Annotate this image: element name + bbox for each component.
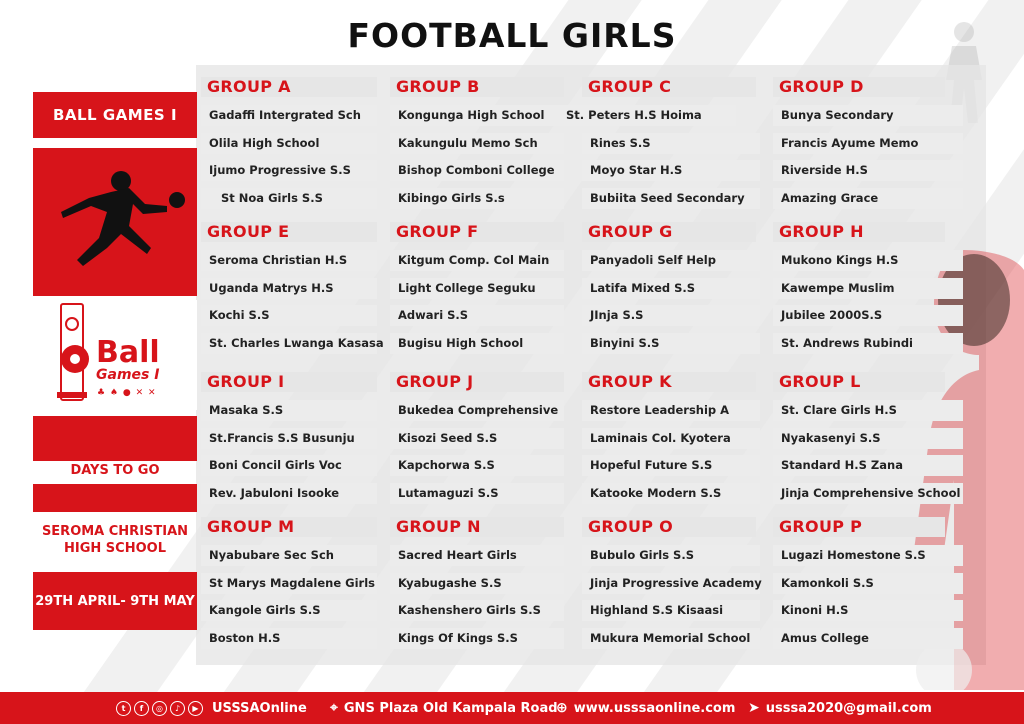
team-entry: St. Peters H.S Hoima xyxy=(558,105,736,126)
event-dates: 29TH APRIL- 9TH MAY xyxy=(33,572,197,630)
team-entry: Kangole Girls S.S xyxy=(201,600,377,621)
team-entry: Kisozi Seed S.S xyxy=(390,428,564,449)
logo-games-text: Games I xyxy=(96,367,160,383)
team-entry: Francis Ayume Memo xyxy=(773,133,963,154)
facebook-icon[interactable]: f xyxy=(134,701,149,716)
team-entry: Mukura Memorial School xyxy=(582,628,760,649)
days-counter-bar xyxy=(33,484,197,512)
footballer-icon-box xyxy=(33,148,197,296)
team-entry: Ijumo Progressive S.S xyxy=(201,160,377,181)
team-entry: Highland S.S Kisaasi xyxy=(582,600,760,621)
group-header: GROUP A xyxy=(201,77,377,97)
team-entry: Boni Concil Girls Voc xyxy=(201,455,377,476)
host-school-line2: HIGH SCHOOL xyxy=(64,541,166,556)
tiktok-icon[interactable]: ♪ xyxy=(170,701,185,716)
team-entry: Bunya Secondary xyxy=(773,105,963,126)
group-header: GROUP D xyxy=(773,77,945,97)
team-entry: St. Clare Girls H.S xyxy=(773,400,963,421)
team-entry: St Marys Magdalene Girls xyxy=(201,573,377,594)
group-header: GROUP K xyxy=(582,372,756,392)
host-school xyxy=(33,523,197,557)
group-header: GROUP L xyxy=(773,372,945,392)
team-entry: Nyakasenyi S.S xyxy=(773,428,963,449)
days-to-go-label: DAYS TO GO xyxy=(70,463,160,478)
team-entry: Masaka S.S xyxy=(201,400,377,421)
team-entry: Moyo Star H.S xyxy=(582,160,760,181)
page-title: FOOTBALL GIRLS xyxy=(347,16,677,55)
team-entry: Kinoni H.S xyxy=(773,600,963,621)
email-link[interactable]: usssa2020@gmail.com xyxy=(765,700,932,716)
team-entry: Kashenshero Girls S.S xyxy=(390,600,564,621)
team-entry: Kamonkoli S.S xyxy=(773,573,963,594)
send-icon: ➤ xyxy=(748,700,760,716)
team-entry: Lutamaguzi S.S xyxy=(390,483,564,504)
email-item[interactable] xyxy=(748,692,932,724)
team-entry: St Noa Girls S.S xyxy=(201,188,377,209)
team-entry: Seroma Christian H.S xyxy=(201,250,377,271)
group-header: GROUP G xyxy=(582,222,756,242)
team-entry: JInja S.S xyxy=(582,305,760,326)
days-counter-box xyxy=(33,416,197,461)
team-entry: Restore Leadership A xyxy=(582,400,760,421)
group-header: GROUP C xyxy=(582,77,756,97)
group-header: GROUP O xyxy=(582,517,756,537)
group-header: GROUP F xyxy=(390,222,564,242)
team-entry: Bugisu High School xyxy=(390,333,564,354)
team-entry: St.Francis S.S Busunju xyxy=(201,428,377,449)
team-entry: Bishop Comboni College xyxy=(390,160,564,181)
website-item[interactable] xyxy=(556,692,735,724)
team-entry: Latifa Mixed S.S xyxy=(582,278,760,299)
team-entry: Kapchorwa S.S xyxy=(390,455,564,476)
youtube-icon[interactable]: ▶ xyxy=(188,701,203,716)
group-header: GROUP H xyxy=(773,222,945,242)
team-entry: Light College Seguku xyxy=(390,278,564,299)
footballer-kicking-icon xyxy=(33,148,197,296)
team-entry: St. Charles Lwanga Kasasa xyxy=(201,333,377,354)
team-entry: Katooke Modern S.S xyxy=(582,483,760,504)
host-school-line1: SEROMA CHRISTIAN xyxy=(41,524,189,539)
team-entry: Kyabugashe S.S xyxy=(390,573,564,594)
footer-bar xyxy=(0,692,1024,724)
team-entry: Uganda Matrys H.S xyxy=(201,278,377,299)
team-entry: St. Andrews Rubindi xyxy=(773,333,963,354)
team-entry: Kongunga High School xyxy=(390,105,564,126)
sport-icons: ♣ ♠ ● ✕ ✕ xyxy=(97,388,157,398)
location-pin-icon: ⌖ xyxy=(330,700,338,716)
team-entry: Adwari S.S xyxy=(390,305,564,326)
team-entry: Kawempe Muslim xyxy=(773,278,963,299)
team-entry: Laminais Col. Kyotera xyxy=(582,428,760,449)
team-entry: Amazing Grace xyxy=(773,188,963,209)
team-entry: Binyini S.S xyxy=(582,333,760,354)
ball-games-title: BALL GAMES I xyxy=(33,92,197,138)
team-entry: Amus College xyxy=(773,628,963,649)
team-entry: Riverside H.S xyxy=(773,160,963,181)
team-entry: Bubulo Girls S.S xyxy=(582,545,760,566)
team-entry: Bubiita Seed Secondary xyxy=(582,188,760,209)
social-links xyxy=(116,692,307,724)
globe-icon: ⊕ xyxy=(556,700,568,716)
logo-ball-text: Ball xyxy=(96,335,160,370)
team-entry: Lugazi Homestone S.S xyxy=(773,545,963,566)
website-link[interactable]: www.usssaonline.com xyxy=(573,700,736,716)
team-entry: Hopeful Future S.S xyxy=(582,455,760,476)
address-item xyxy=(330,692,558,724)
team-entry: Nyabubare Sec Sch xyxy=(201,545,377,566)
team-entry: Mukono Kings H.S xyxy=(773,250,963,271)
instagram-icon[interactable]: ◎ xyxy=(152,701,167,716)
team-entry: Boston H.S xyxy=(201,628,377,649)
team-entry: Kibingo Girls S.s xyxy=(390,188,564,209)
team-entry: Kochi S.S xyxy=(201,305,377,326)
team-entry: Bukedea Comprehensive xyxy=(390,400,564,421)
group-header: GROUP E xyxy=(201,222,377,242)
group-header: GROUP B xyxy=(390,77,564,97)
team-entry: Jubilee 2000S.S xyxy=(773,305,963,326)
twitter-icon[interactable]: t xyxy=(116,701,131,716)
team-entry: Jinja Progressive Academy xyxy=(582,573,760,594)
team-entry: Sacred Heart Girls xyxy=(390,545,564,566)
team-entry: Panyadoli Self Help xyxy=(582,250,760,271)
team-entry: Jinja Comprehensive School xyxy=(773,483,963,504)
team-entry: Standard H.S Zana xyxy=(773,455,963,476)
group-header: GROUP M xyxy=(201,517,377,537)
address-text: GNS Plaza Old Kampala Road xyxy=(343,700,558,716)
team-entry: Kings Of Kings S.S xyxy=(390,628,564,649)
group-header: GROUP J xyxy=(390,372,564,392)
team-entry: Olila High School xyxy=(201,133,377,154)
team-entry: Gadaffi Intergrated Sch xyxy=(201,105,377,126)
team-entry: Rev. Jabuloni Isooke xyxy=(201,483,377,504)
group-header: GROUP N xyxy=(390,517,564,537)
social-handle: USSSAOnline xyxy=(212,700,307,716)
team-entry: Kakungulu Memo Sch xyxy=(390,133,564,154)
group-header: GROUP P xyxy=(773,517,945,537)
team-entry: Kitgum Comp. Col Main xyxy=(390,250,564,271)
team-entry: Rines S.S xyxy=(582,133,760,154)
group-header: GROUP I xyxy=(201,372,377,392)
